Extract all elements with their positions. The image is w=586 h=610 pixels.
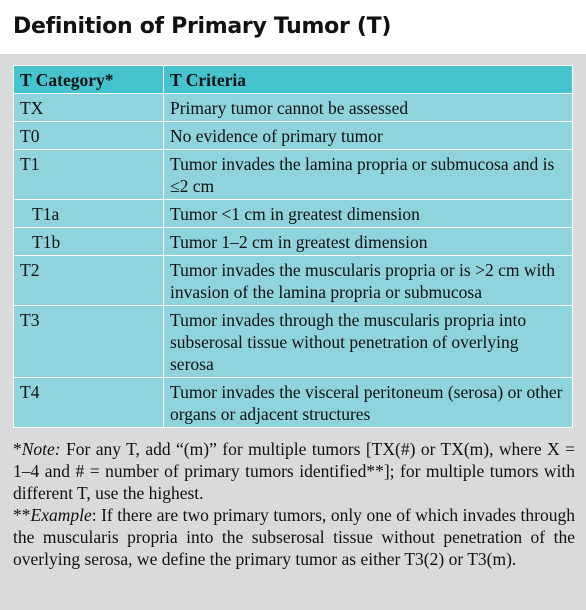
example-text: : If there are two primary tumors, only one of which invades through the muscularis propria into the subserosal tissue without penetration of the overlying serosa, we define the primary tumor as either T3(2) or T3(m). (13, 505, 575, 569)
criteria-cell: No evidence of primary tumor (164, 122, 573, 150)
category-cell: TX (14, 94, 164, 122)
table-row (14, 256, 573, 306)
column-header-category: T Category* (14, 66, 164, 94)
criteria-cell: Primary tumor cannot be assessed (164, 94, 573, 122)
subcategory-cell: T1a (14, 200, 164, 228)
note-label: Note: (21, 439, 61, 459)
table-header-row (14, 66, 573, 94)
example-prefix: ** (13, 505, 31, 525)
category-cell: T1 (14, 150, 164, 200)
table-row (14, 228, 573, 256)
criteria-cell: Tumor invades the lamina propria or submucosa and is ≤2 cm (164, 150, 573, 200)
category-cell: T3 (14, 306, 164, 378)
table-row (14, 94, 573, 122)
criteria-cell: Tumor invades the muscularis propria or is >2 cm with invasion of the lamina propria or submucosa (164, 256, 573, 306)
category-cell: T2 (14, 256, 164, 306)
footnotes (13, 438, 575, 570)
criteria-cell: Tumor invades through the muscularis propria into subserosal tissue without penetration of overlying serosa (164, 306, 573, 378)
category-cell: T4 (14, 378, 164, 428)
criteria-cell: Tumor 1–2 cm in greatest dimension (164, 228, 573, 256)
table-row (14, 150, 573, 200)
table-row (14, 200, 573, 228)
example-label: Example (30, 505, 92, 525)
column-header-criteria: T Criteria (164, 66, 573, 94)
tumor-definition-table (13, 65, 573, 428)
table-row (14, 378, 573, 428)
table-row (14, 306, 573, 378)
example-paragraph (13, 504, 575, 570)
page-title: Definition of Primary Tumor (T) (0, 0, 586, 54)
category-cell: T0 (14, 122, 164, 150)
note-text: For any T, add “(m)” for multiple tumors [TX(#) or TX(m), where X = 1–4 and # = number of primary tumors identified**]; for multiple tumors with different T, use the highest. (13, 439, 575, 503)
subcategory-cell: T1b (14, 228, 164, 256)
note-prefix: * (13, 439, 22, 459)
criteria-cell: Tumor <1 cm in greatest dimension (164, 200, 573, 228)
criteria-cell: Tumor invades the visceral peritoneum (serosa) or other organs or adjacent structures (164, 378, 573, 428)
note-paragraph (13, 438, 575, 504)
table-row (14, 122, 573, 150)
